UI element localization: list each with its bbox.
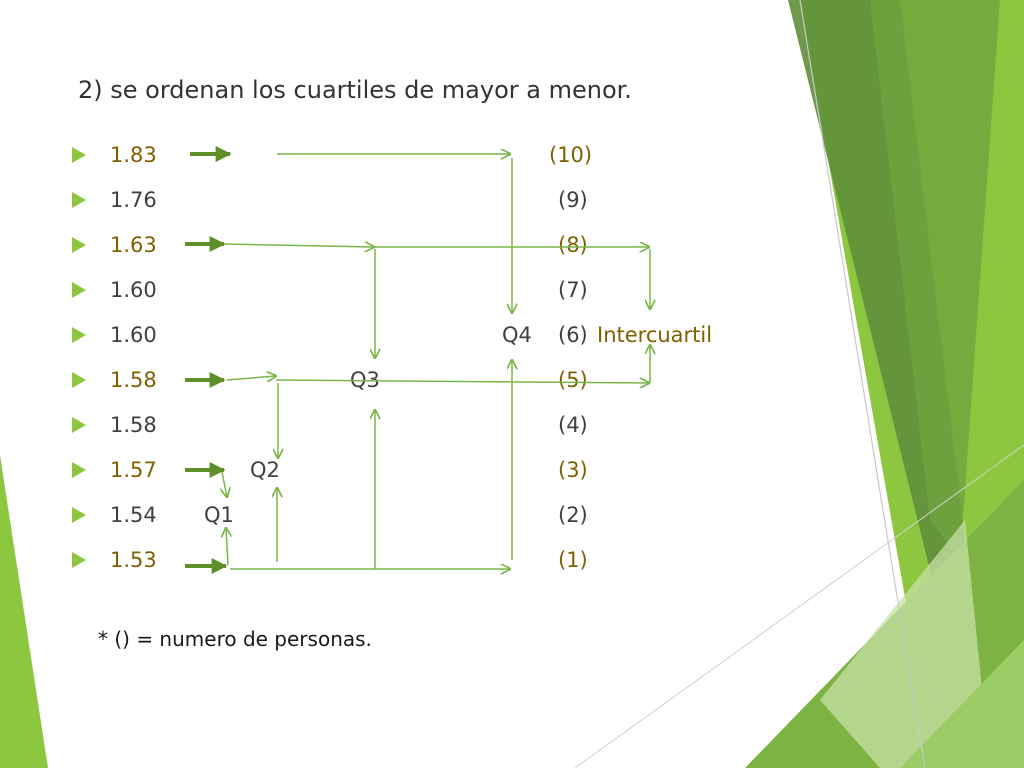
slide-title: 2) se ordenan los cuartiles de mayor a menor.: [78, 76, 632, 104]
q4-label: Q4: [502, 323, 532, 347]
q1-up-arrow: [226, 528, 228, 565]
item-value: 1.53: [110, 548, 157, 572]
item-count: (2): [558, 503, 588, 527]
item-value: 1.60: [110, 278, 157, 302]
item-value: 1.54: [110, 503, 157, 527]
item-count: (3): [558, 458, 588, 482]
q2-top-arrow: [227, 376, 276, 380]
item-count: (7): [558, 278, 588, 302]
item-count: (10): [549, 143, 593, 167]
item-count: (6): [558, 323, 588, 347]
item-value: 1.76: [110, 188, 157, 212]
footnote: * () = numero de personas.: [98, 627, 372, 651]
item-count: (5): [558, 368, 588, 392]
item-value: 1.63: [110, 233, 157, 257]
item-value: 1.83: [110, 143, 157, 167]
item-value: 1.58: [110, 413, 157, 437]
q3-top-arrow: [222, 244, 374, 247]
row5-long-arrow: [276, 380, 649, 383]
item-count: (1): [558, 548, 588, 572]
item-count: (9): [558, 188, 588, 212]
q1-label: Q1: [204, 503, 234, 527]
q1-top-arrow: [222, 472, 227, 497]
intercuartil-label: Intercuartil: [597, 323, 713, 347]
item-value: 1.60: [110, 323, 157, 347]
q3-label: Q3: [350, 368, 380, 392]
item-value: 1.57: [110, 458, 157, 482]
item-count: (4): [558, 413, 588, 437]
item-value: 1.58: [110, 368, 157, 392]
q2-label: Q2: [250, 458, 280, 482]
item-count: (8): [558, 233, 588, 257]
